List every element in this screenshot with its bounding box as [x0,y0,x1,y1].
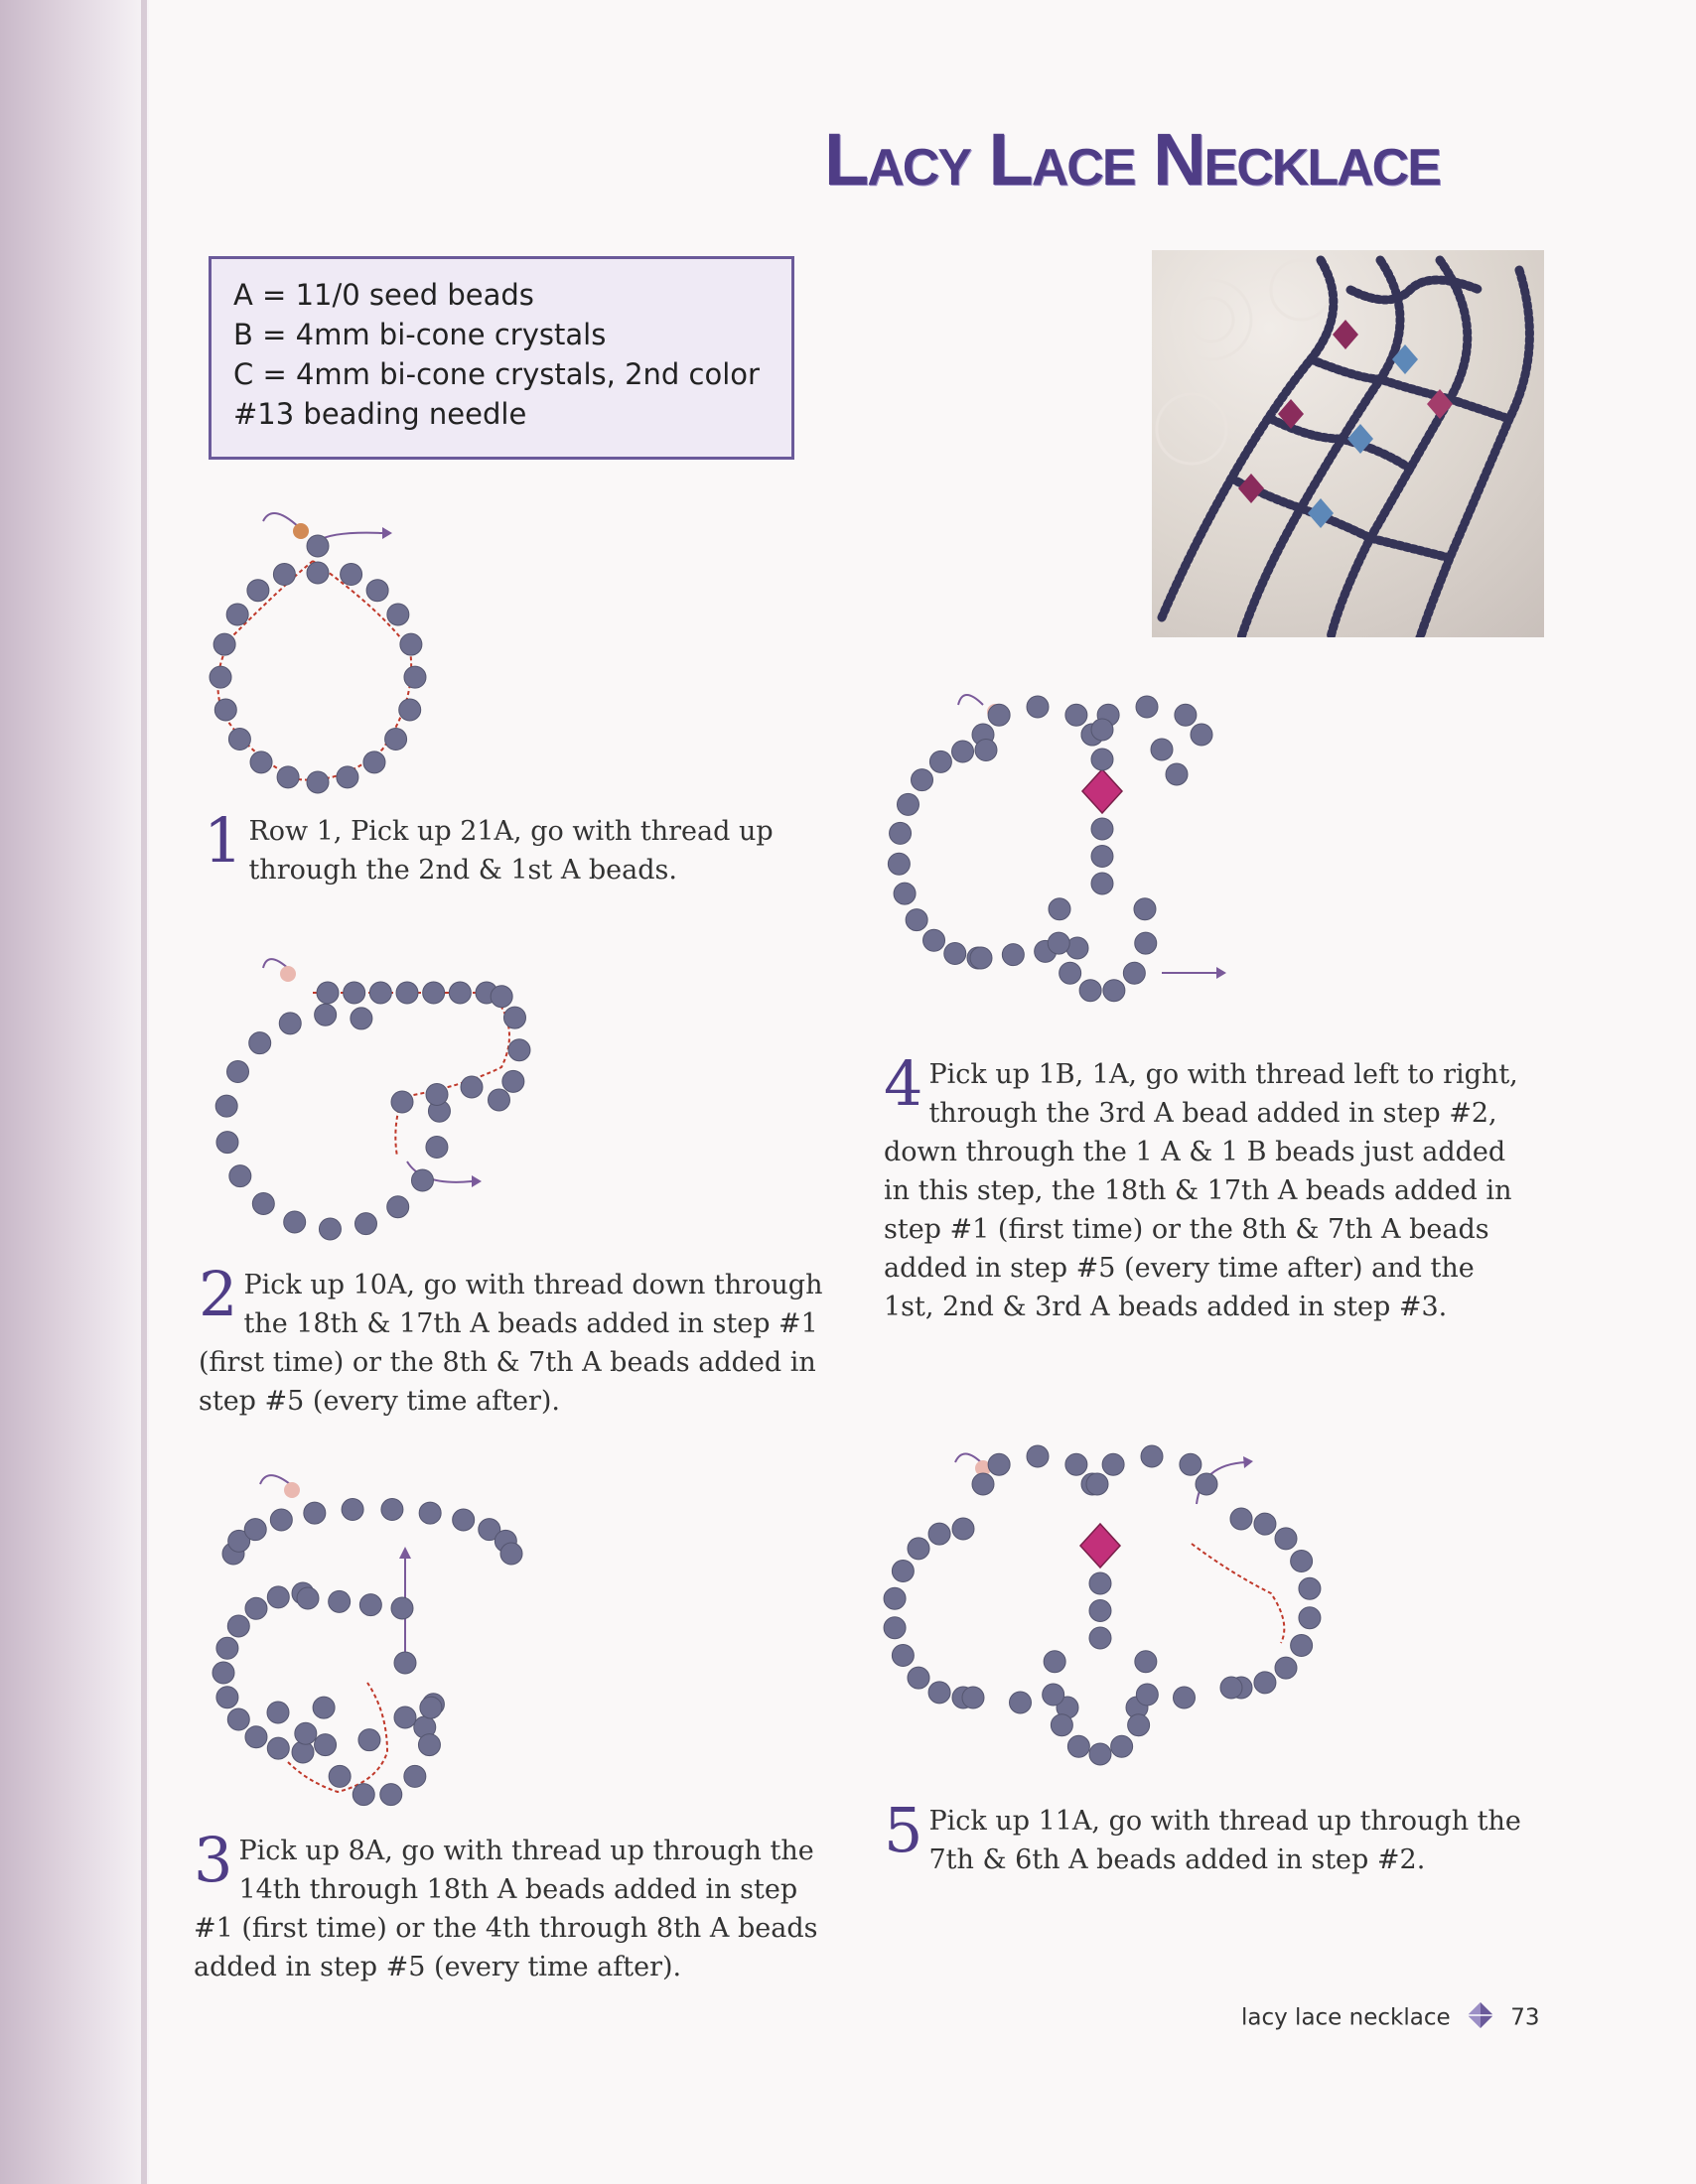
necklace-photo [1152,250,1544,637]
seed-bead [400,633,422,655]
seed-bead [381,1498,403,1520]
seed-bead [1067,1735,1089,1757]
seed-bead [420,1697,442,1718]
seed-bead [1091,873,1113,894]
seed-bead [952,741,974,762]
seed-bead [315,1004,337,1025]
seed-bead [307,562,329,584]
seed-bead [892,1561,914,1582]
seed-bead [419,1502,441,1524]
seed-bead [270,1509,292,1531]
step-3 [194,1824,829,1986]
seed-bead [453,1509,475,1531]
crystal-b-bead [1082,769,1122,813]
seed-bead [1027,696,1049,718]
seed-bead [1220,1677,1242,1699]
seed-bead [317,982,339,1004]
footer-label: lacy lace necklace [1241,2004,1451,2031]
seed-bead [380,1784,402,1806]
seed-bead [449,982,471,1004]
seed-bead [284,1211,306,1233]
seed-bead [295,1722,317,1744]
seed-bead [394,1706,416,1728]
seed-bead [213,633,235,655]
seed-bead [884,1587,906,1609]
seed-bead [214,699,236,721]
seed-bead [387,1196,409,1218]
seed-bead [928,1523,950,1545]
seed-bead [245,1726,267,1748]
seed-bead [1299,1577,1321,1599]
seed-bead [1135,1651,1157,1673]
seed-bead [1299,1607,1321,1629]
seed-bead [359,1594,381,1616]
seed-bead [1091,719,1113,741]
seed-bead [1049,898,1070,920]
seed-bead [1089,1743,1111,1765]
step-2-diagram [194,948,531,1266]
seed-bead [1086,1473,1108,1495]
seed-bead [897,793,919,815]
step-number: 1 [204,804,243,877]
seed-bead [1027,1445,1049,1467]
seed-bead [366,580,388,602]
seed-bead [341,564,362,586]
seed-bead [1180,1453,1201,1475]
seed-bead [354,1213,376,1235]
seed-bead [351,1008,372,1029]
seed-bead [273,564,295,586]
material-item: C = 4mm bi-cone crystals, 2nd color [233,357,760,391]
seed-bead [227,1061,249,1083]
seed-bead [1134,898,1156,920]
seed-bead [1103,980,1125,1002]
material-item: #13 beading needle [233,397,527,431]
seed-bead [337,766,358,788]
seed-bead [1089,1600,1111,1622]
seed-bead [329,1590,351,1612]
seed-bead [1175,704,1197,726]
seed-bead [307,771,329,793]
seed-bead [426,1084,448,1106]
seed-bead [418,1734,440,1756]
seed-bead [1102,1453,1124,1475]
seed-bead [1254,1672,1276,1694]
seed-bead [313,1697,335,1718]
material-item: A = 11/0 seed beads [233,278,534,312]
seed-bead [908,1538,929,1560]
seed-bead [1048,932,1069,954]
seed-bead [396,982,418,1004]
seed-bead [894,883,916,904]
step-text: Pick up 1B, 1A, go with thread left to right, through the 3rd A bead added in step #2, down through the 1 A & 1 B beads just added in this step, the 18th & 17th A beads added in step #1 (first time) or the 8th & 7th A beads added in step #5 (every time after) and the 1st, 2nd & 3rd A beads added in step #3. [884,1059,1518,1322]
seed-bead [244,1519,266,1541]
step-number: 5 [884,1794,923,1866]
seed-bead [279,1013,301,1034]
seed-bead [1089,1572,1111,1594]
seed-bead [1089,1627,1111,1649]
seed-bead [1065,1453,1087,1475]
seed-bead [319,1218,341,1240]
seed-bead [1135,932,1157,954]
seed-bead [404,666,426,688]
materials-box [209,256,794,460]
seed-bead [1136,696,1158,718]
seed-bead [226,604,248,625]
seed-bead [1291,1635,1313,1657]
necklace-photo-illustration [1152,250,1544,637]
seed-bead [1091,846,1113,868]
seed-bead [952,1518,974,1540]
seed-bead [304,1502,326,1524]
seed-bead [508,1039,530,1061]
seed-bead [1128,1714,1150,1736]
seed-bead [929,751,951,772]
seed-bead [1174,1687,1196,1708]
seed-bead [461,1076,483,1098]
seed-bead [411,1169,433,1191]
seed-bead [394,1652,416,1674]
seed-bead [404,1765,426,1787]
book-spine-shadow [0,0,149,2184]
seed-bead [267,1737,289,1759]
seed-bead [423,982,445,1004]
seed-bead [972,1473,994,1495]
seed-bead [353,1784,374,1806]
seed-bead [252,1193,274,1215]
seed-bead [1065,704,1087,726]
step-number: 4 [884,1047,923,1120]
seed-bead [488,1089,509,1111]
step-text: Pick up 8A, go with thread up through the 14th through 18th A beads added in step #1 (first time) or the 4th through 8th A beads added in step #5 (every time after). [194,1836,818,1982]
crystal-b-bead [1080,1524,1120,1568]
seed-bead [500,1543,522,1565]
seed-bead [399,699,421,721]
seed-bead [1051,1714,1072,1736]
step-1 [204,804,779,889]
seed-bead [250,751,272,773]
seed-bead [391,1597,413,1619]
seed-bead [342,1498,363,1520]
page-number: 73 [1510,2004,1540,2031]
seed-bead [1044,1651,1065,1673]
seed-bead [245,1597,267,1619]
seed-bead [890,822,912,844]
seed-bead [426,1137,448,1159]
seed-bead [210,666,231,688]
seed-bead [227,1708,249,1730]
step-text: Row 1, Pick up 21A, go with thread up through the 2nd & 1st A beads. [248,816,774,886]
seed-bead [229,1165,251,1187]
seed-bead [1196,1473,1217,1495]
seed-bead [1136,1684,1158,1706]
seed-bead [267,1702,289,1723]
seed-bead [329,1765,351,1787]
seed-bead [307,535,329,557]
seed-bead [923,929,945,951]
page-title: Lacy Lace Necklace [824,118,1440,201]
seed-bead [228,729,250,751]
page-footer [1241,2000,1540,2036]
seed-bead [1060,962,1081,984]
seed-bead [888,853,910,875]
seed-bead [892,1645,914,1667]
seed-bead [1230,1508,1252,1530]
seed-bead [227,1615,249,1637]
seed-bead [1141,1445,1163,1467]
seed-bead [212,1662,234,1684]
seed-bead [1291,1551,1313,1572]
seed-bead [385,729,407,751]
seed-bead [387,604,409,625]
step-text: Pick up 11A, go with thread up through the 7th & 6th A beads added in step #2. [928,1806,1521,1875]
seed-bead [1151,739,1173,760]
step-4 [884,1047,1529,1326]
seed-bead [962,1687,984,1708]
step-2 [199,1258,829,1421]
seed-bead [1166,763,1188,785]
seed-bead [928,1682,950,1704]
seed-bead [1010,1692,1032,1713]
seed-bead [1079,980,1101,1002]
seed-bead [216,1637,238,1659]
seed-bead [503,1007,525,1028]
seed-bead [906,909,927,931]
seed-bead [988,704,1010,726]
seed-bead [216,1687,238,1708]
step-5-diagram [874,1444,1331,1772]
seed-bead [249,1032,271,1054]
bicone-bead-icon [1466,2000,1495,2036]
material-item: B = 4mm bi-cone crystals [233,318,607,351]
seed-bead [215,1095,237,1117]
seed-bead [1091,818,1113,840]
seed-bead [358,1729,380,1751]
seed-bead [1043,1684,1064,1706]
step-text: Pick up 10A, go with thread down through the 18th & 17th A beads added in step #1 (first time) or the 8th & 7th A beads added in step #5 (every time after). [199,1270,823,1417]
seed-bead [1275,1528,1297,1550]
step-1-diagram [194,501,442,819]
seed-bead [1275,1657,1297,1679]
seed-bead [970,947,992,969]
seed-bead [988,1453,1010,1475]
seed-bead [297,1587,319,1609]
seed-bead [908,1667,929,1689]
seed-bead [1111,1735,1133,1757]
seed-bead [1002,944,1024,966]
seed-bead [1254,1513,1276,1535]
seed-bead [363,751,385,773]
seed-bead [491,986,512,1008]
seed-bead [975,740,997,761]
step-number: 3 [194,1824,233,1896]
seed-bead [247,580,269,602]
seed-bead [315,1734,337,1756]
seed-bead [1191,724,1212,746]
seed-bead [391,1091,413,1113]
seed-bead [884,1617,906,1639]
seed-bead [369,982,391,1004]
seed-bead [344,982,365,1004]
seed-bead [1123,962,1145,984]
seed-bead [1091,749,1113,770]
seed-bead [216,1132,238,1154]
seed-bead [267,1586,289,1608]
seed-bead [912,769,933,791]
step-3-diagram [189,1464,526,1822]
step-number: 2 [199,1258,238,1330]
seed-bead [277,766,299,788]
seed-bead [502,1070,524,1092]
page-edge [141,0,147,2184]
step-5 [884,1794,1529,1879]
step-4-diagram [874,690,1241,1027]
seed-bead [944,942,966,964]
